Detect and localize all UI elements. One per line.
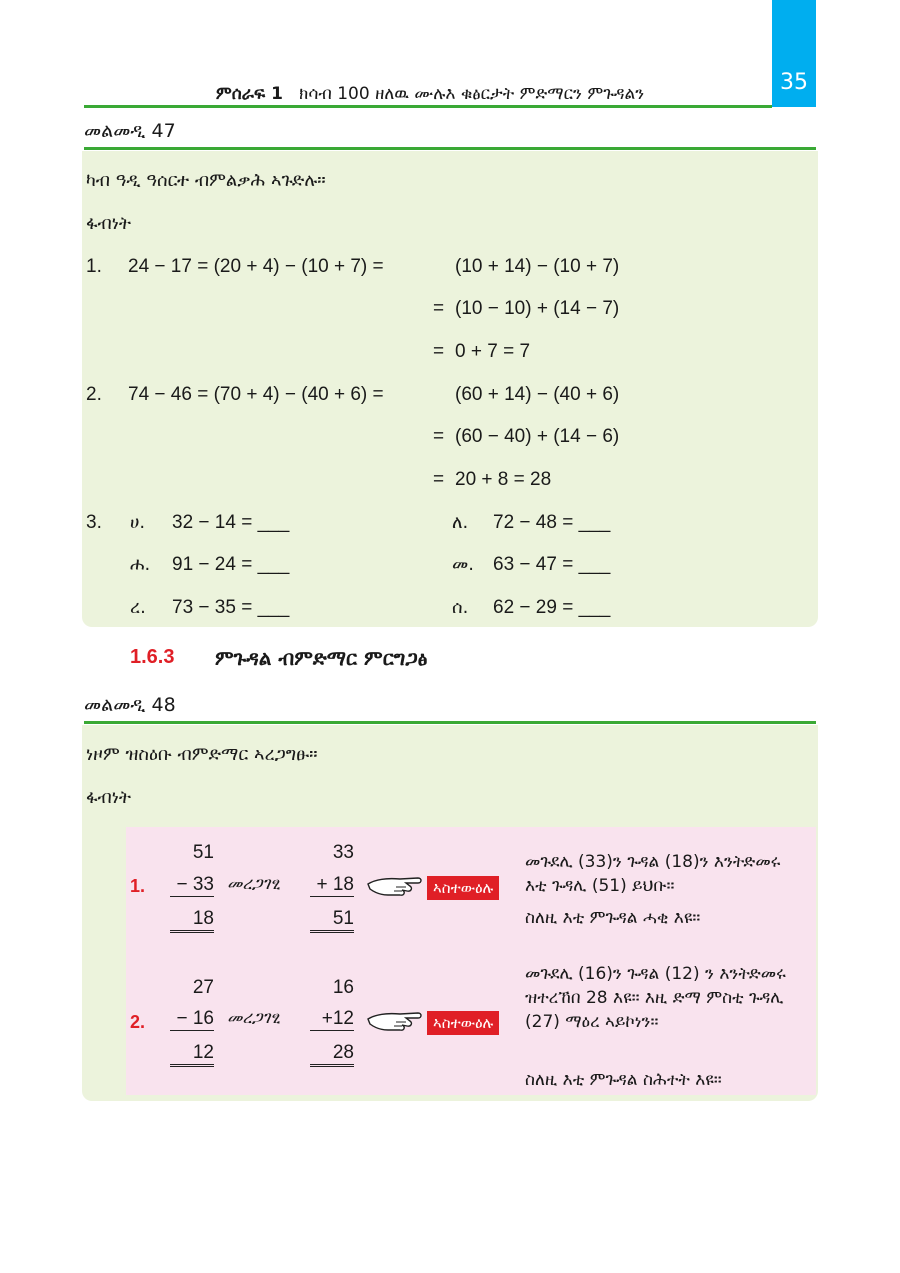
equals-sign: = [433,298,445,319]
problem-2-step-1: (60 + 14) − (40 + 6) [455,384,620,405]
problem-3-number: 3. [86,512,102,533]
exercise-label: ለ. [452,512,469,533]
exercise-expression: 62 − 29 = ___ [493,597,611,618]
problem-1-step-2: (10 − 10) + (14 − 7) [455,298,620,319]
section-title: ምጉዳል ብምድማር ምርግጋፅ [215,646,428,670]
exercise-label: ሀ. [130,512,146,533]
section-number: 1.6.3 [130,646,175,668]
remember-badge: ኣስተውዕሉ [427,1011,499,1035]
equals-sign: = [433,426,445,447]
addend-1: 33 [332,842,354,863]
pointing-hand-icon [366,870,428,900]
equals-sign: = [433,341,445,362]
exercise-expression: 73 − 35 = ___ [172,597,290,618]
difference: 18 [170,908,214,933]
problem-2-number: 2. [86,384,102,405]
problem-1-step-1: (10 + 14) − (10 + 7) [455,256,620,277]
problem-1-step-3: 0 + 7 = 7 [455,341,531,362]
remember-badge: ኣስተውዕሉ [427,876,499,900]
subtrahend: − 16 [170,1008,214,1031]
note-explanation: መጉደሊ (16)ን ጉዳል (12) ን እንትድመሩ ዝተረኸበ 28 እዩ። እዚ ድማ ምስቲ ጉዳሊ (27) ማዕረ ኣይኮነን። [525,964,786,1032]
example-47-instruction: ካብ ዓዲ ዓሰርተ ብምልቃሕ ኣጉድሉ። [86,170,326,191]
subtrahend: − 33 [170,874,214,897]
addend-2: + 18 [310,874,354,897]
exercise-label: ሐ. [130,554,151,575]
example-47-answer-label: ፋብነት [86,213,132,234]
page-number: 35 [780,70,808,95]
example-48-title: መልመዲ 48 [84,694,176,716]
exercise-label: መ. [452,554,474,575]
minuend: 27 [192,977,214,998]
exercise-label: ሰ. [452,597,469,618]
sum: 51 [310,908,354,933]
sum: 28 [310,1042,354,1067]
addend-1: 16 [332,977,354,998]
note-conclusion: ስለዚ እቲ ምጉዳል ሓቂ እዩ። [525,908,701,928]
item-1-number: 1. [130,876,146,896]
running-head [90,84,770,104]
running-head-title: ክሳብ 100 ዘለዉ ሙሉእ ቁፅርታት ምድማርን ምጉዳልን [299,84,645,104]
note-explanation: መጉደሊ (33)ን ጉዳል (18)ን እንትድመሩ እቲ ጉዳሊ (51) ይህቡ። [525,852,781,896]
example-48-instruction: ነዞም ዝስዕቡ ብምድማር ኣረጋግፁ። [86,744,318,765]
difference: 12 [170,1042,214,1067]
header-rule [84,105,772,108]
problem-2-lhs: 74 − 46 = (70 + 4) − (40 + 6) = [128,384,384,405]
check-label: መረጋገፂ [227,1008,281,1028]
running-head-chapter: ምሰራፍ 1 [215,84,283,104]
equals-sign: = [433,469,445,490]
example-47-title: መልመዲ 47 [84,120,176,142]
example-47-rule [84,147,816,150]
problem-2-step-2: (60 − 40) + (14 − 6) [455,426,620,447]
item-2-number: 2. [130,1012,146,1032]
exercise-expression: 63 − 47 = ___ [493,554,611,575]
exercise-label: ረ. [130,597,146,618]
minuend: 51 [192,842,214,863]
problem-1-number: 1. [86,256,102,277]
exercise-expression: 72 − 48 = ___ [493,512,611,533]
problem-1-lhs: 24 − 17 = (20 + 4) − (10 + 7) = [128,256,384,277]
check-label: መረጋገፂ [227,874,281,894]
pointing-hand-icon [366,1005,428,1035]
exercise-expression: 91 − 24 = ___ [172,554,290,575]
note-conclusion: ስለዚ እቲ ምጉዳል ስሕተት እዩ። [525,1070,722,1090]
example-48-answer-label: ፋብነት [86,787,132,808]
problem-2-step-3: 20 + 8 = 28 [455,469,552,490]
addend-2: +12 [310,1008,354,1031]
exercise-expression: 32 − 14 = ___ [172,512,290,533]
example-48-rule [84,721,816,724]
